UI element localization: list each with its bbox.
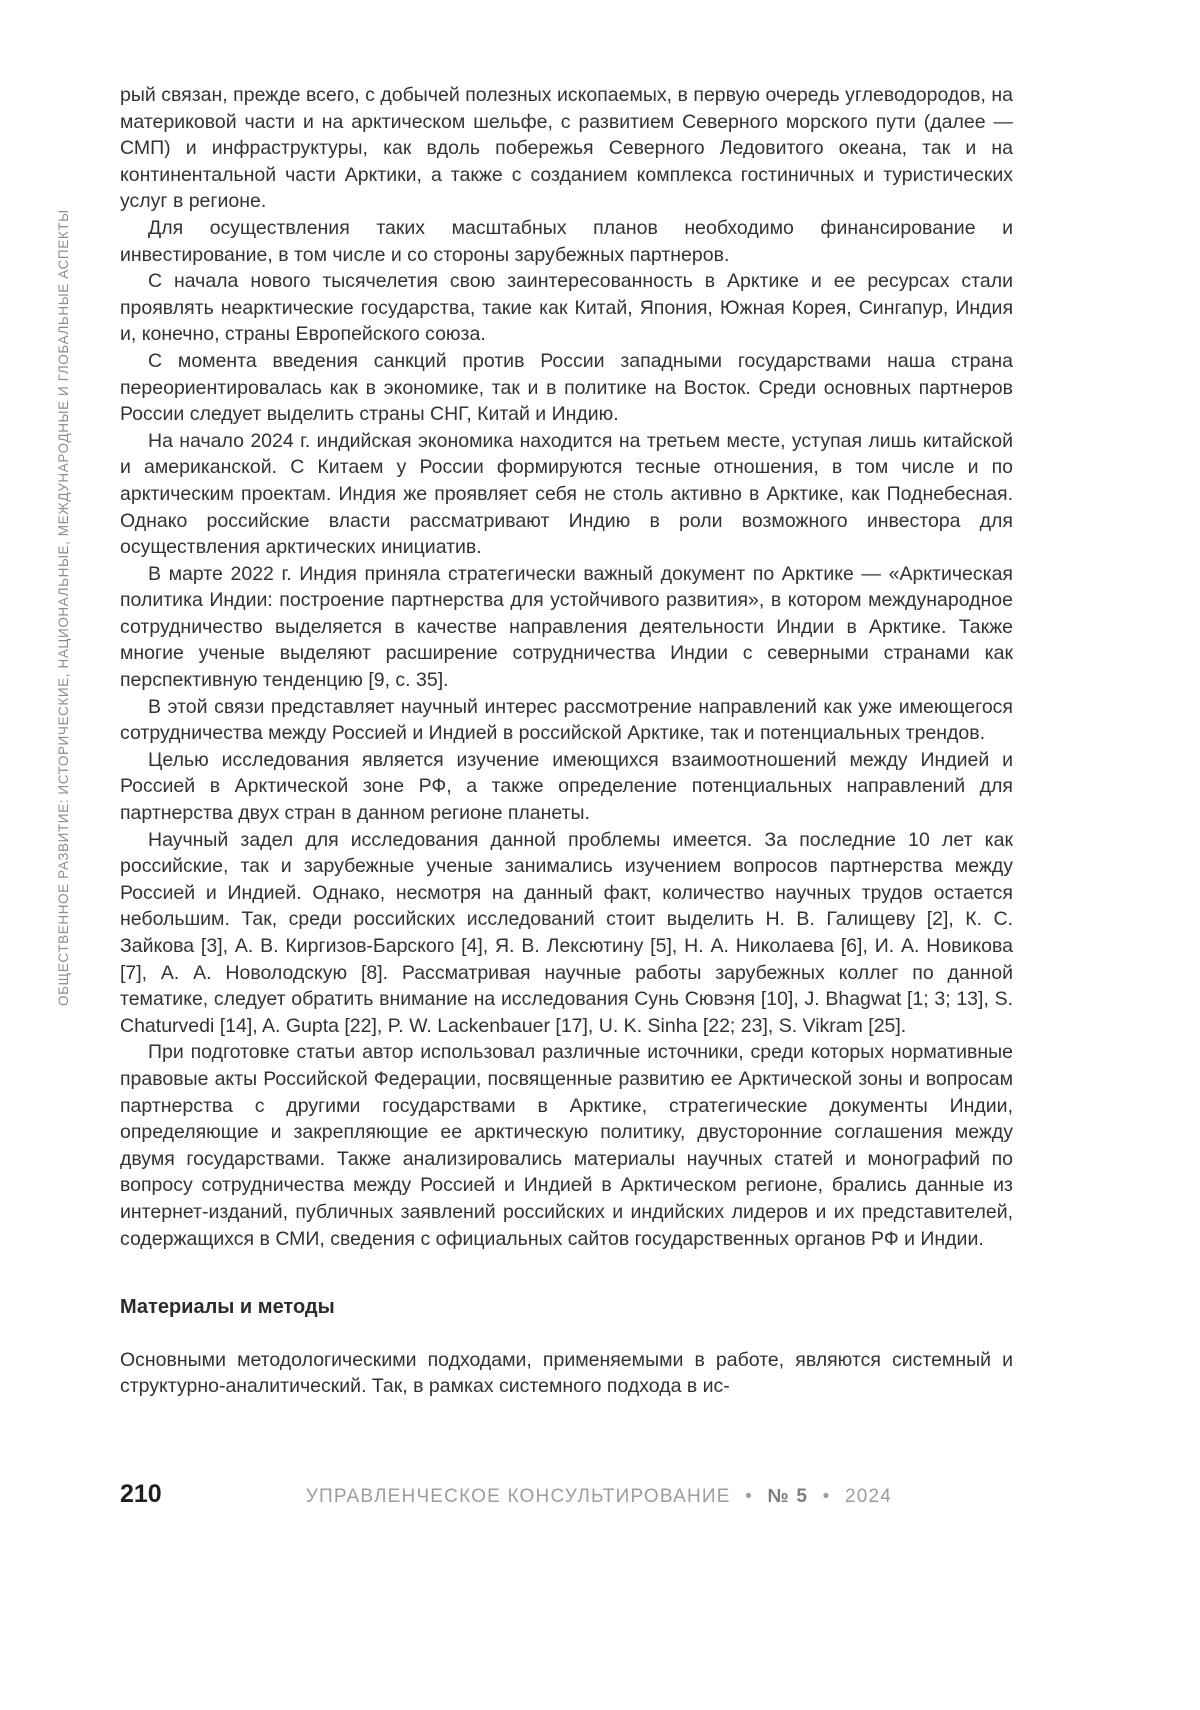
body-paragraph: С начала нового тысячелетия свою заинтересованность в Арктике и ее ресурсах стали проявлять неарктические государства, такие как Китай, Япония, Южная Корея, Сингапур, Индия и, конечно, страны Европейского союза. [120,270,1013,346]
page-footer [120,1480,1013,1509]
body-paragraph: С момента введения санкций против России западными государствами наша страна переориентировалась как в экономике, так и в политике на Восток. Среди основных партнеров России следует выделить страны СНГ, Китай и Индию. [120,349,1013,426]
body-paragraph: Научный задел для исследования данной проблемы имеется. За последние 10 лет как российские, так и зарубежные ученые занимались изучением вопросов партнерства между Россией и Индией. Однако, несмотря на данный факт, количество научных трудов остается небольшим. Так, среди российских исследований стоит выделить Н. В. Галищеву [2], К. С. Зайкова [3], А. В. Киргизов-Барского [4], Я. В. Лексютину [5], Н. А. Николаева [6], И. А. Новикова [7], А. А. Новолодскую [8]. Рассматривая научные работы зарубежных коллег по данной тематике, следует обратить внимание на исследования Сунь Сювэня [10], J. Bhagwat [1; 3; 13], S. Chaturvedi [14], A. Gupta [22], P. W. Lackenbauer [17], U. K. Sinha [22; 23], S. Vikram [25]. [120,828,1013,1037]
journal-year: 2024 [844,1486,893,1507]
body-paragraph: рый связан, прежде всего, с добычей полезных ископаемых, в первую очередь углеводородов, на материковой части и на арктическом шельфе, с развитием Северного морского пути (далее — СМП) и инфраструктуры, как вдоль побережья Северного Ледовитого океана, так и на континентальной части Арктики, а также с созданием комплекса гостиничных и туристических услуг в регионе. [120,84,1013,213]
article-body [120,82,1013,1400]
body-paragraph: Основными методологическими подходами, применяемыми в работе, являются системный и структурно-аналитический. Так, в рамках системного подхода в ис- [120,1348,1013,1398]
journal-issue: № 5 [767,1486,809,1507]
section-running-title: ОБЩЕСТВЕННОЕ РАЗВИТИЕ: ИСТОРИЧЕСКИЕ, НАЦИОНАЛЬНЫЕ, МЕЖДУНАРОДНЫЕ И ГЛОБАЛЬНЫЕ АСПЕКТЫ [56,209,71,1006]
footer-separator-dot: • [745,1486,754,1507]
methods-section [120,1347,1013,1400]
body-paragraph: Целью исследования является изучение имеющихся взаимоотношений между Индией и Россией в Арктической зоне РФ, а также определение потенциальных направлений для партнерства двух стран в данном регионе планеты. [120,748,1013,825]
body-paragraph: В марте 2022 г. Индия приняла стратегически важный документ по Арктике — «Арктическая политика Индии: построение партнерства для устойчивого развития», в котором международное сотрудничество выделяется в качестве направления деятельности Индии в Арктике. Также многие ученые выделяют расширение сотрудничества Индии с северными странами как перспективную тенденцию [9, с. 35]. [120,562,1013,692]
journal-footer-line [306,1486,892,1508]
body-paragraph: Для осуществления таких масштабных планов необходимо финансирование и инвестирование, в том числе и со стороны зарубежных партнеров. [120,216,1013,266]
journal-title: УПРАВЛЕНЧЕСКОЕ КОНСУЛЬТИРОВАНИЕ [305,1486,731,1507]
section-heading-materials-methods: Материалы и методы [120,1296,335,1319]
body-paragraph: В этой связи представляет научный интерес рассмотрение направлений как уже имеющегося сотрудничества между Россией и Индией в российской Арктике, так и потенциальных трендов. [120,695,1013,745]
body-paragraph: На начало 2024 г. индийская экономика находится на третьем месте, уступая лишь китайской и американской. С Китаем у России формируются тесные отношения, в том числе и по арктическим проектам. Индия же проявляет себя не столь активно в Арктике, как Поднебесная. Однако российские власти рассматривают Индию в роли возможного инвестора для осуществления арктических инициатив. [120,429,1013,559]
page-number: 210 [120,1480,162,1508]
footer-separator-dot: • [822,1486,831,1507]
body-paragraph: При подготовке статьи автор использовал различные источники, среди которых нормативные правовые акты Российской Федерации, посвященные развитию ее Арктической зоны и вопросам партнерства с другими государствами в Арктике, стратегические документы Индии, определяющие и закрепляющие ее арктическую политику, двусторонние соглашения между двумя государствами. Также анализировались материалы научных статей и монографий по вопросу сотрудничества между Россией и Индией в Арктическом регионе, брались данные из интернет-изданий, публичных заявлений российских и индийских лидеров и их представителей, содержащихся в СМИ, сведения с официальных сайтов государственных органов РФ и Индии. [120,1041,1013,1250]
